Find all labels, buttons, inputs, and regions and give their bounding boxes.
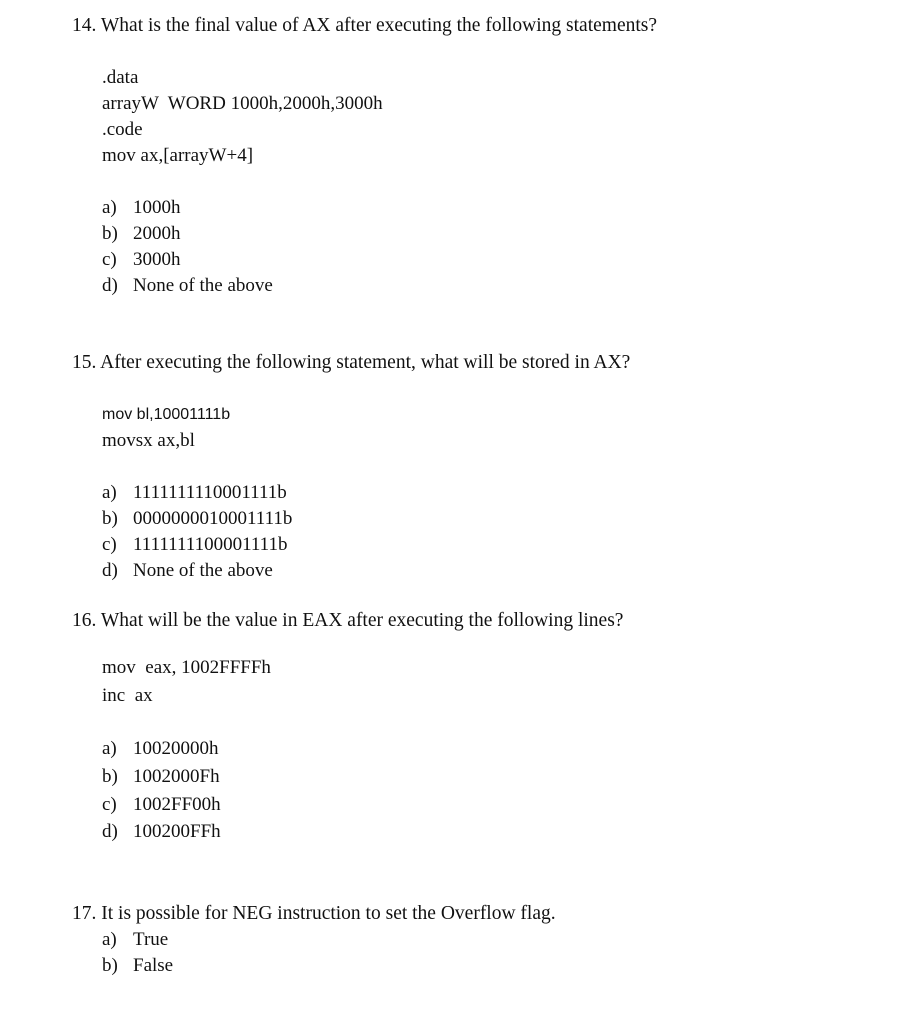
option-letter: b) [102,223,118,244]
option-letter: c) [102,534,117,555]
q15-code-line-2: movsx ax,bl [102,430,195,451]
option-letter: c) [102,249,117,270]
q14-code-line-1: .data [102,67,139,88]
q16-option-d[interactable] [102,821,221,843]
q14-code-line-2: arrayW WORD 1000h,2000h,3000h [102,93,383,114]
option-text: 1111111100001111b [133,534,288,555]
q15-code-line-1: mov bl,10001111b [102,406,231,423]
option-letter: c) [102,794,117,815]
question-17-prompt: 17. It is possible for NEG instruction to set the Overflow flag. [72,903,556,924]
option-text: 2000h [133,223,181,244]
option-letter: b) [102,508,118,529]
option-text: False [133,955,174,976]
question-14-prompt: 14. What is the final value of AX after executing the following statements? [72,15,658,36]
q15-option-b[interactable] [102,508,292,530]
q14-option-d[interactable] [102,275,273,297]
option-letter: d) [102,560,118,581]
option-text: 0000000010001111b [133,508,293,529]
option-letter: a) [102,482,117,503]
q14-option-c[interactable] [102,249,181,271]
option-text: 100200FFh [133,821,221,842]
q17-option-a[interactable] [102,929,168,951]
option-text: 1111111110001111b [133,482,287,503]
option-text: 1000h [133,197,181,218]
question-15-prompt: 15. After executing the following statement, what will be stored in AX? [72,352,631,373]
q16-option-b[interactable] [102,766,220,788]
option-text: None of the above [133,275,273,296]
q15-option-c[interactable] [102,534,287,556]
option-text: 1002000Fh [133,766,220,787]
q16-option-a[interactable] [102,738,219,760]
q15-option-d[interactable] [102,560,273,582]
option-text: 10020000h [133,738,219,759]
q14-option-a[interactable] [102,197,181,219]
option-letter: d) [102,275,118,296]
q16-code-line-2: inc ax [102,685,153,706]
option-letter: a) [102,738,117,759]
option-letter: a) [102,929,117,950]
q17-option-b[interactable] [102,955,173,977]
question-16-prompt: 16. What will be the value in EAX after executing the following lines? [72,610,624,631]
option-letter: b) [102,766,118,787]
option-text: 1002FF00h [133,794,221,815]
q14-option-b[interactable] [102,223,181,245]
option-letter: d) [102,821,118,842]
q14-code-line-4: mov ax,[arrayW+4] [102,145,254,166]
option-text: None of the above [133,560,273,581]
q14-code-line-3: .code [102,119,143,140]
q15-option-a[interactable] [102,482,287,504]
option-text: True [133,929,169,950]
q16-option-c[interactable] [102,794,221,816]
option-text: 3000h [133,249,181,270]
option-letter: a) [102,197,117,218]
q16-code-line-1: mov eax, 1002FFFFh [102,657,271,678]
option-letter: b) [102,955,118,976]
